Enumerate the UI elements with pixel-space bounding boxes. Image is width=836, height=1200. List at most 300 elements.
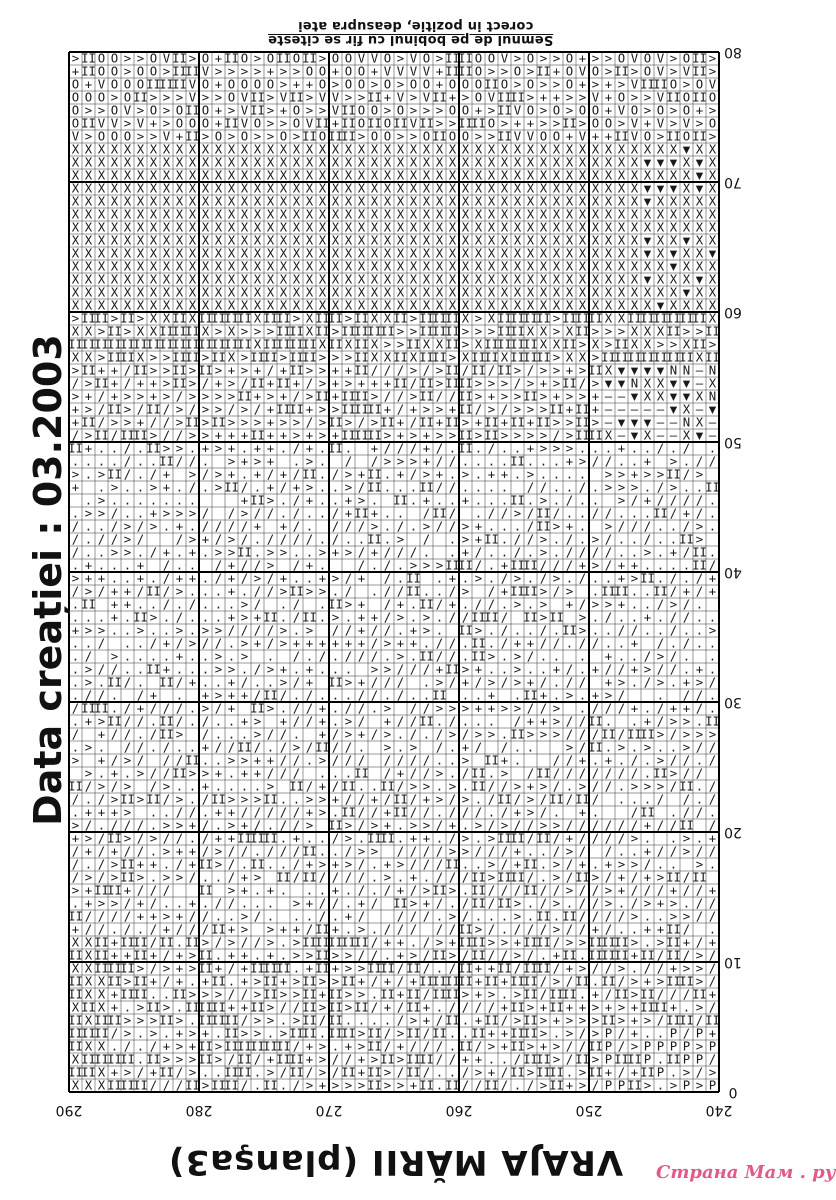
stitch-symbol: / xyxy=(618,663,625,677)
stitch-symbol: / xyxy=(605,455,612,469)
stitch-symbol: II xyxy=(510,338,525,352)
stitch-symbol: X xyxy=(462,312,470,326)
stitch-symbol: / xyxy=(150,962,157,976)
stitch-symbol: O xyxy=(384,130,391,144)
stitch-symbol: / xyxy=(267,533,274,547)
stitch-symbol: . xyxy=(696,715,703,729)
stitch-symbol: > xyxy=(319,793,326,807)
stitch-symbol: / xyxy=(618,767,625,781)
stitch-symbol: / xyxy=(358,793,365,807)
stitch-symbol: + xyxy=(150,117,157,131)
stitch-symbol: / xyxy=(293,767,300,781)
stitch-symbol: II xyxy=(159,1014,174,1028)
stitch-symbol: . xyxy=(293,624,300,638)
stitch-symbol: / xyxy=(670,611,677,625)
stitch-symbol: + xyxy=(228,676,235,690)
stitch-symbol: X xyxy=(215,299,223,313)
stitch-symbol: / xyxy=(358,546,365,560)
stitch-symbol: . xyxy=(592,975,599,989)
stitch-symbol: + xyxy=(254,390,261,404)
stitch-symbol: . xyxy=(384,507,391,521)
stitch-symbol: > xyxy=(215,689,222,703)
stitch-symbol: > xyxy=(488,871,495,885)
stitch-symbol: / xyxy=(696,572,703,586)
stitch-symbol: . xyxy=(410,936,417,950)
stitch-symbol: / xyxy=(423,949,430,963)
stitch-symbol: II xyxy=(588,936,603,950)
stitch-symbol: II xyxy=(250,702,265,716)
stitch-symbol: II xyxy=(172,65,187,79)
stitch-symbol: . xyxy=(124,624,131,638)
stitch-symbol: / xyxy=(72,871,79,885)
stitch-symbol: X xyxy=(644,260,652,274)
stitch-symbol: II xyxy=(445,1014,460,1028)
stitch-symbol: II xyxy=(653,767,668,781)
stitch-symbol: . xyxy=(475,468,482,482)
stitch-symbol: II xyxy=(510,416,525,430)
stitch-symbol: > xyxy=(462,91,469,105)
stitch-symbol: . xyxy=(449,468,456,482)
stitch-symbol: / xyxy=(202,832,209,846)
stitch-symbol: X xyxy=(592,182,600,196)
stitch-symbol: O xyxy=(371,130,378,144)
stitch-symbol: / xyxy=(423,806,430,820)
stitch-symbol: / xyxy=(657,663,664,677)
stitch-symbol: X xyxy=(72,195,80,209)
stitch-symbol: X xyxy=(345,195,353,209)
stitch-symbol: + xyxy=(579,1001,586,1015)
stitch-symbol: > xyxy=(514,572,521,586)
stitch-symbol: X xyxy=(527,325,535,339)
stitch-symbol: . xyxy=(371,559,378,573)
stitch-symbol: II xyxy=(185,104,200,118)
stitch-symbol: II xyxy=(393,793,408,807)
stitch-symbol: X xyxy=(215,208,223,222)
stitch-symbol: + xyxy=(319,637,326,651)
stitch-symbol: II xyxy=(445,858,460,872)
stitch-symbol: II xyxy=(575,312,590,326)
stitch-symbol: V xyxy=(618,104,626,118)
stitch-symbol: + xyxy=(592,923,599,937)
stitch-symbol: X xyxy=(410,234,418,248)
stitch-symbol: II xyxy=(614,936,629,950)
stitch-symbol: X xyxy=(566,221,574,235)
stitch-symbol: X xyxy=(579,208,587,222)
stitch-symbol: O xyxy=(98,91,105,105)
stitch-symbol: X xyxy=(358,169,366,183)
stitch-symbol: / xyxy=(605,962,612,976)
stitch-symbol: / xyxy=(202,910,209,924)
stitch-symbol: > xyxy=(553,325,560,339)
stitch-symbol: . xyxy=(709,663,716,677)
stitch-symbol: II xyxy=(198,364,213,378)
stitch-symbol: > xyxy=(527,1040,534,1054)
stitch-symbol: . xyxy=(657,1053,664,1067)
stitch-symbol: > xyxy=(384,728,391,742)
stitch-symbol: > xyxy=(501,390,508,404)
stitch-symbol: II xyxy=(107,975,122,989)
stitch-symbol: . xyxy=(371,988,378,1002)
stitch-symbol: / xyxy=(98,689,105,703)
stitch-symbol: II xyxy=(458,403,473,417)
stitch-symbol: > xyxy=(280,117,287,131)
stitch-symbol: > xyxy=(631,572,638,586)
stitch-symbol: > xyxy=(566,390,573,404)
stitch-symbol: . xyxy=(657,546,664,560)
stitch-symbol: II xyxy=(562,312,577,326)
stitch-symbol: X xyxy=(475,195,483,209)
stitch-symbol: . xyxy=(631,793,638,807)
stitch-symbol: / xyxy=(215,572,222,586)
stitch-symbol: / xyxy=(176,676,183,690)
stitch-symbol: > xyxy=(332,949,339,963)
stitch-symbol: > xyxy=(163,819,170,833)
stitch-symbol: / xyxy=(449,1001,456,1015)
stitch-symbol: . xyxy=(683,897,690,911)
stitch-symbol: + xyxy=(267,403,274,417)
stitch-symbol: / xyxy=(124,923,131,937)
stitch-symbol: X xyxy=(423,286,431,300)
stitch-symbol: X xyxy=(566,286,574,300)
stitch-symbol: O xyxy=(475,65,482,79)
stitch-symbol: / xyxy=(410,728,417,742)
stitch-symbol: II xyxy=(705,325,720,339)
stitch-symbol: X xyxy=(540,221,548,235)
stitch-symbol: + xyxy=(176,1027,183,1041)
stitch-symbol: / xyxy=(72,377,79,391)
stitch-symbol: II xyxy=(562,949,577,963)
stitch-symbol: / xyxy=(488,1001,495,1015)
stitch-symbol: > xyxy=(670,455,677,469)
stitch-symbol: ▼ xyxy=(670,403,678,417)
stitch-symbol: / xyxy=(267,845,274,859)
stitch-symbol: . xyxy=(228,650,235,664)
stitch-symbol: . xyxy=(280,1079,287,1093)
stitch-symbol: > xyxy=(72,312,79,326)
stitch-symbol: > xyxy=(137,793,144,807)
stitch-symbol: > xyxy=(358,91,365,105)
stitch-symbol: + xyxy=(488,390,495,404)
stitch-symbol: O xyxy=(358,104,365,118)
stitch-symbol: + xyxy=(644,975,651,989)
stitch-symbol: / xyxy=(345,702,352,716)
stitch-symbol: + xyxy=(280,923,287,937)
stitch-symbol: / xyxy=(540,975,547,989)
stitch-symbol: X xyxy=(306,156,314,170)
stitch-symbol: > xyxy=(293,130,300,144)
stitch-symbol: P xyxy=(605,1040,612,1054)
stitch-symbol: II xyxy=(419,650,434,664)
stitch-symbol: X xyxy=(592,273,600,287)
stitch-symbol: X xyxy=(163,273,171,287)
stitch-symbol: O xyxy=(644,130,651,144)
stitch-symbol: > xyxy=(254,52,261,66)
stitch-symbol: X xyxy=(358,156,366,170)
stitch-symbol: . xyxy=(371,702,378,716)
stitch-symbol: / xyxy=(371,728,378,742)
stitch-symbol: / xyxy=(293,806,300,820)
stitch-symbol: II xyxy=(185,338,200,352)
stitch-symbol: O xyxy=(462,104,469,118)
stitch-symbol: + xyxy=(631,1027,638,1041)
stitch-symbol: II xyxy=(328,988,343,1002)
stitch-symbol: / xyxy=(293,754,300,768)
stitch-symbol: + xyxy=(423,897,430,911)
stitch-symbol: X xyxy=(579,234,587,248)
stitch-symbol: II xyxy=(81,1053,96,1067)
stitch-symbol: > xyxy=(241,923,248,937)
stitch-symbol: . xyxy=(449,546,456,560)
stitch-symbol: X xyxy=(280,208,288,222)
stitch-symbol: / xyxy=(410,416,417,430)
stitch-symbol: II xyxy=(328,312,343,326)
stitch-symbol: II xyxy=(419,390,434,404)
stitch-symbol: > xyxy=(371,78,378,92)
stitch-symbol: > xyxy=(150,130,157,144)
stitch-symbol: > xyxy=(540,117,547,131)
stitch-symbol: X xyxy=(488,221,496,235)
stitch-symbol: X xyxy=(605,208,613,222)
stitch-symbol: > xyxy=(397,611,404,625)
stitch-symbol: > xyxy=(670,767,677,781)
stitch-symbol: II xyxy=(146,585,161,599)
stitch-symbol: > xyxy=(553,897,560,911)
stitch-symbol: > xyxy=(514,52,521,66)
stitch-symbol: X xyxy=(644,286,652,300)
stitch-symbol: / xyxy=(163,572,170,586)
stitch-symbol: X xyxy=(241,182,249,196)
stitch-symbol: / xyxy=(566,975,573,989)
stitch-symbol: / xyxy=(514,819,521,833)
stitch-symbol: + xyxy=(631,468,638,482)
stitch-symbol: . xyxy=(527,910,534,924)
stitch-symbol: . xyxy=(540,663,547,677)
stitch-symbol: > xyxy=(540,598,547,612)
stitch-symbol: > xyxy=(475,572,482,586)
stitch-symbol: > xyxy=(124,416,131,430)
stitch-symbol: X xyxy=(709,143,717,157)
stitch-symbol: II xyxy=(471,897,486,911)
stitch-symbol: II xyxy=(276,1053,291,1067)
stitch-symbol: V xyxy=(579,130,587,144)
stitch-symbol: . xyxy=(553,910,560,924)
stitch-symbol: > xyxy=(423,403,430,417)
stitch-symbol: . xyxy=(384,1014,391,1028)
y-axis-tick-label: 0 xyxy=(729,1084,738,1100)
stitch-symbol: . xyxy=(709,858,716,872)
stitch-symbol: . xyxy=(709,442,716,456)
stitch-symbol: > xyxy=(514,780,521,794)
stitch-symbol: > xyxy=(462,702,469,716)
stitch-symbol: O xyxy=(553,104,560,118)
stitch-symbol: + xyxy=(423,793,430,807)
stitch-symbol: + xyxy=(605,1066,612,1080)
stitch-symbol: II xyxy=(107,1079,122,1093)
stitch-symbol: / xyxy=(371,624,378,638)
stitch-symbol: > xyxy=(332,403,339,417)
stitch-symbol: > xyxy=(85,767,92,781)
stitch-symbol: / xyxy=(280,728,287,742)
stitch-symbol: X xyxy=(462,247,470,261)
stitch-symbol: X xyxy=(475,143,483,157)
stitch-symbol: / xyxy=(254,598,261,612)
stitch-symbol: II xyxy=(510,494,525,508)
stitch-symbol: + xyxy=(306,962,313,976)
stitch-symbol: X xyxy=(436,208,444,222)
stitch-symbol: / xyxy=(540,624,547,638)
stitch-symbol: > xyxy=(579,611,586,625)
stitch-symbol: + xyxy=(527,780,534,794)
stitch-symbol: > xyxy=(215,390,222,404)
stitch-symbol: / xyxy=(241,533,248,547)
stitch-symbol: + xyxy=(215,104,222,118)
stitch-symbol: > xyxy=(280,624,287,638)
stitch-symbol: . xyxy=(176,598,183,612)
stitch-symbol: > xyxy=(371,520,378,534)
stitch-symbol: X xyxy=(345,182,353,196)
stitch-symbol: > xyxy=(410,455,417,469)
stitch-symbol: > xyxy=(163,65,170,79)
stitch-symbol: / xyxy=(202,845,209,859)
stitch-symbol: X xyxy=(449,247,457,261)
stitch-symbol: II xyxy=(107,325,122,339)
stitch-symbol: / xyxy=(657,845,664,859)
stitch-symbol: + xyxy=(410,832,417,846)
stitch-symbol: / xyxy=(215,936,222,950)
stitch-symbol: X xyxy=(709,260,717,274)
stitch-symbol: > xyxy=(631,975,638,989)
stitch-symbol: II xyxy=(666,312,681,326)
stitch-symbol: > xyxy=(592,325,599,339)
stitch-symbol: II xyxy=(484,975,499,989)
stitch-symbol: II xyxy=(146,793,161,807)
stitch-symbol: / xyxy=(332,754,339,768)
stitch-symbol: II xyxy=(237,1053,252,1067)
stitch-symbol: II xyxy=(523,611,538,625)
stitch-symbol: O xyxy=(293,117,300,131)
stitch-symbol: / xyxy=(202,728,209,742)
stitch-symbol: / xyxy=(332,520,339,534)
stitch-symbol: > xyxy=(514,897,521,911)
stitch-symbol: + xyxy=(332,923,339,937)
stitch-symbol: + xyxy=(631,1066,638,1080)
stitch-symbol: ▼ xyxy=(670,247,678,261)
stitch-symbol: + xyxy=(176,572,183,586)
stitch-symbol: > xyxy=(306,793,313,807)
stitch-symbol: . xyxy=(228,715,235,729)
stitch-symbol: > xyxy=(449,351,456,365)
stitch-symbol: X xyxy=(332,260,340,274)
stitch-symbol: . xyxy=(150,806,157,820)
stitch-symbol: . xyxy=(98,455,105,469)
stitch-symbol: / xyxy=(709,975,716,989)
stitch-symbol: II xyxy=(445,416,460,430)
stitch-symbol: + xyxy=(423,1014,430,1028)
stitch-symbol: > xyxy=(527,1066,534,1080)
stitch-symbol: / xyxy=(553,936,560,950)
stitch-symbol: . xyxy=(436,1001,443,1015)
stitch-symbol: X xyxy=(280,299,288,313)
stitch-symbol: II xyxy=(679,780,694,794)
stitch-symbol: . xyxy=(163,897,170,911)
stitch-symbol: X xyxy=(293,260,301,274)
stitch-symbol: + xyxy=(319,702,326,716)
stitch-symbol: N xyxy=(670,364,677,378)
stitch-symbol: > xyxy=(163,507,170,521)
stitch-symbol: X xyxy=(163,312,171,326)
stitch-symbol: / xyxy=(397,390,404,404)
stitch-symbol: / xyxy=(150,416,157,430)
stitch-symbol: > xyxy=(553,416,560,430)
stitch-symbol: X xyxy=(397,247,405,261)
stitch-symbol: X xyxy=(579,195,587,209)
stitch-symbol: X xyxy=(397,286,405,300)
stitch-symbol: + xyxy=(501,975,508,989)
stitch-symbol: II xyxy=(614,585,629,599)
stitch-symbol: O xyxy=(579,104,586,118)
stitch-symbol: > xyxy=(488,650,495,664)
stitch-symbol: / xyxy=(85,780,92,794)
stitch-symbol: ▼ xyxy=(644,364,652,378)
stitch-symbol: II xyxy=(237,312,252,326)
stitch-symbol: > xyxy=(462,832,469,846)
stitch-symbol: II xyxy=(393,897,408,911)
stitch-symbol: + xyxy=(423,455,430,469)
stitch-symbol: II xyxy=(562,910,577,924)
stitch-symbol: + xyxy=(241,494,248,508)
stitch-symbol: > xyxy=(345,312,352,326)
stitch-symbol: O xyxy=(267,52,274,66)
stitch-symbol: II xyxy=(601,728,616,742)
x-axis-tick-label: 280 xyxy=(186,1102,213,1118)
stitch-symbol: / xyxy=(98,845,105,859)
stitch-symbol: / xyxy=(657,793,664,807)
stitch-symbol: / xyxy=(111,1027,118,1041)
stitch-symbol: X xyxy=(371,247,379,261)
stitch-symbol: II xyxy=(562,988,577,1002)
stitch-symbol: > xyxy=(293,429,300,443)
stitch-symbol: / xyxy=(150,637,157,651)
stitch-symbol: X xyxy=(709,312,717,326)
stitch-symbol: . xyxy=(280,507,287,521)
stitch-symbol: II xyxy=(120,429,135,443)
stitch-symbol: / xyxy=(72,533,79,547)
stitch-symbol: II xyxy=(536,507,551,521)
stitch-symbol: X xyxy=(397,208,405,222)
stitch-symbol: + xyxy=(150,949,157,963)
stitch-symbol: II xyxy=(549,793,564,807)
stitch-symbol: / xyxy=(293,559,300,573)
stitch-symbol: > xyxy=(202,91,209,105)
stitch-symbol: X xyxy=(85,286,93,300)
stitch-symbol: > xyxy=(254,572,261,586)
stitch-symbol: / xyxy=(579,546,586,560)
stitch-symbol: > xyxy=(137,871,144,885)
stitch-symbol: / xyxy=(488,949,495,963)
stitch-symbol: / xyxy=(501,1014,508,1028)
stitch-symbol: X xyxy=(358,143,366,157)
stitch-symbol: II xyxy=(341,117,356,131)
stitch-symbol: V xyxy=(241,104,249,118)
stitch-symbol: II xyxy=(120,871,135,885)
stitch-symbol: II xyxy=(588,1066,603,1080)
stitch-symbol: . xyxy=(553,806,560,820)
stitch-symbol: + xyxy=(319,1079,326,1093)
stitch-symbol: > xyxy=(202,429,209,443)
stitch-symbol: ▼ xyxy=(631,416,639,430)
stitch-symbol: II xyxy=(289,325,304,339)
stitch-symbol: . xyxy=(332,585,339,599)
